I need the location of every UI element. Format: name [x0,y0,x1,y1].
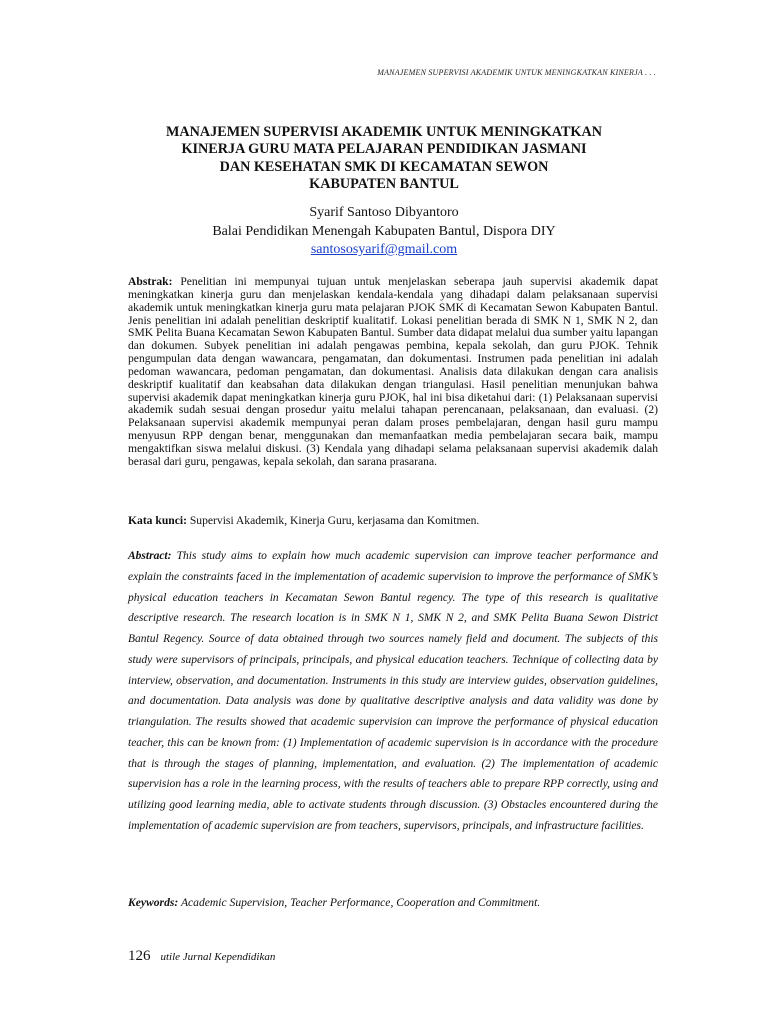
page-footer [128,948,275,965]
paper-title [100,124,668,193]
title-line: KINERJA GURU MATA PELAJARAN PENDIDIKAN JASMANI [181,141,587,158]
page-number: 126 [128,948,151,964]
kata-kunci-section [128,514,658,527]
title-line: MANAJEMEN SUPERVISI AKADEMIK UNTUK MENINGKATKAN [166,124,602,140]
title-line: KABUPATEN BANTUL [309,175,459,192]
abstrak-label: Abstrak: [128,275,173,288]
kata-kunci-label: Kata kunci: [128,514,187,527]
author-block [100,204,668,260]
author-affiliation: Balai Pendidikan Menengah Kabupaten Bantul, Dispora DIY [212,223,556,239]
abstract-text: This study aims to explain how much academic supervision can improve teacher performance and explain the constraints faced in the implementation of academic supervision to improve the performance of SMK’s physical education teachers in Kecamatan Sewon Bantul regency. The type of this research is qualitative descriptive research. The research location is in SMK N 1, SMK N 2, and SMK Pelita Buana Sewon District Bantul Regency. Source of data obtained through two sources namely field and document. The subjects of this study were supervisors of principals, principals, and physical education teachers. Technique of collecting data by interview, observation, and documentation. Instruments in this study are interview guides, observation guidelines, and documentation. Data analysis was done by qualitative descriptive analysis and data validity was done by triangulation. The results showed that academic supervision can improve the performance of physical education teacher, this can be known from: (1) Implementation of academic supervision is in accordance with the procedure that is through the stages of planning, implementation, and evaluation. (2) The implementation of academic supervision has a role in the learning process, with the results of teachers able to prepare RPP correctly, using and utilizing good learning media, able to activate students through discussion. (3) Obstacles encountered during the implementation of academic supervision are from teachers, supervisors, principals, and infrastructure facilities. [128,550,658,832]
journal-name: utile Jurnal Kependidikan [160,951,276,963]
abstract-label: Abstract: [128,550,172,562]
author-name: Syarif Santoso Dibyantoro [309,205,459,220]
keywords-section [128,896,658,910]
keywords-label: Keywords: [128,896,179,909]
title-line: DAN KESEHATAN SMK DI KECAMATAN SEWON [219,158,549,175]
author-email-link[interactable]: santososyarif@gmail.com [310,242,458,257]
abstrak-section [128,276,658,469]
abstrak-text: Penelitian ini mempunyai tujuan untuk menjelaskan seberapa jauh supervisi akademik dapat meningkatkan kinerja guru dan menjelaskan kendala-kendala yang dihadapi dalam pelaksanaan supervisi akademik untuk meningkatkan kinerja guru mata pelajaran PJOK SMK di Kecamatan Sewon Kabupaten Bantul. Jenis penelitian ini adalah penelitian deskriptif kualitatif. Lokasi penelitian berada di SMK N 1, SMK N 2, dan SMK Pelita Buana Kecamatan Sewon Kabupaten Bantul. Sumber data didapat melalui dua sumber yaitu lapangan dan dokumen. Subyek penelitian ini adalah pengawas pembina, kepala sekolah, dan guru PJOK. Tehnik pengumpulan data dengan wawancara, pengamatan, dan dokumentasi. Instrumen pada penelitian ini adalah pedoman wawancara, pedoman pengamatan, dan dokumentasi. Analisis data dilakukan dengan cara analisis deskriptif kualitatif dan keabsahan data dilakukan dengan triangulasi. Hasil penelitian menunjukan bahwa supervisi akademik dapat meningkatkan kinerja guru PJOK, hal ini bisa diketahui dari: (1) Pelaksanaan supervisi akademik sudah sesuai dengan prosedur yaitu melalui tahapan perencanaan, pelaksanaan, dan evaluasi. (2) Pelaksanaan supervisi akademik mempunyai peran dalam proses pembelajaran, dengan hasil guru mampu menyusun RPP dengan benar, menggunakan dan memanfaatkan media pembelajaran secara baik, mampu mengaktifkan siswa melalui diskusi. (3) Kendala yang dihadapi selama pelaksanaan supervisi akademik dalah berasal dari guru, pengawas, kepala sekolah, dan sarana prasarana. [128,275,658,468]
keywords-text: Academic Supervision, Teacher Performance, Cooperation and Commitment. [180,896,541,909]
abstract-section [128,546,658,837]
kata-kunci-text: Supervisi Akademik, Kinerja Guru, kerjasama dan Komitmen. [189,514,480,527]
running-head: MANAJEMEN SUPERVISI AKADEMIK UNTUK MENINGKATKAN KINERJA . . . [377,68,656,77]
